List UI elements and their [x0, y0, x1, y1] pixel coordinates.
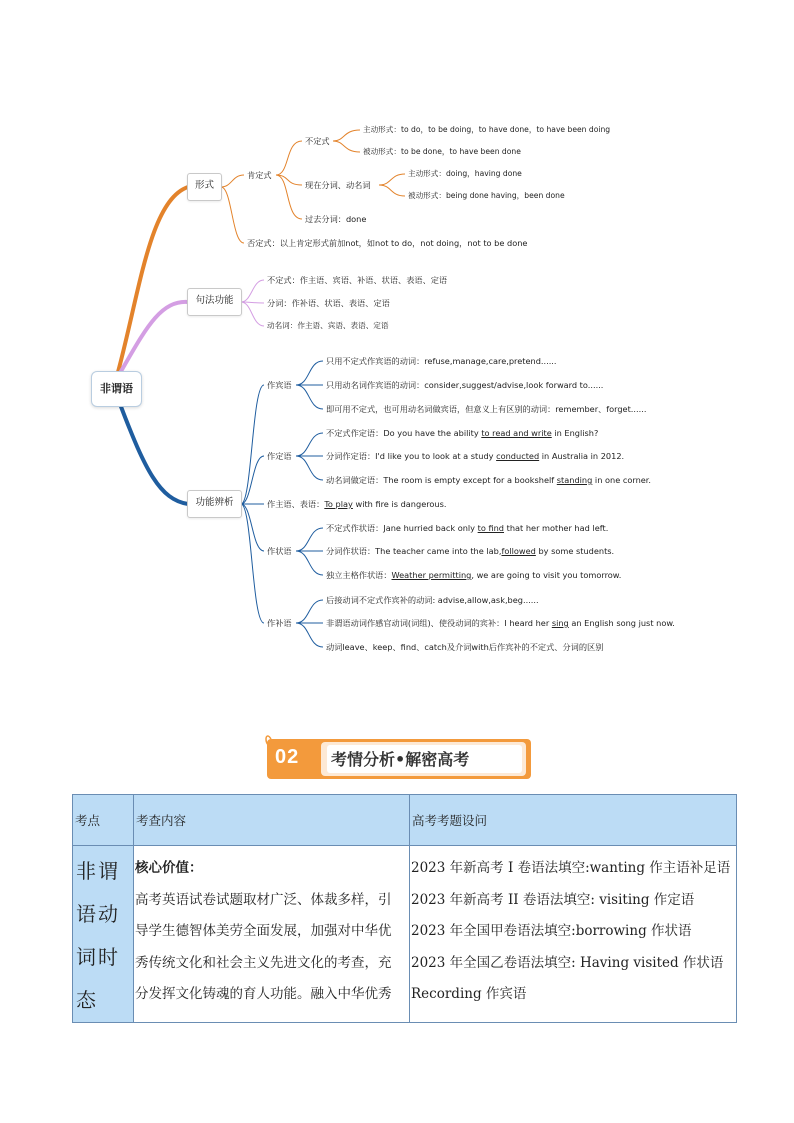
topic-cell: [73, 846, 134, 1023]
analysis-attributive-label: 作定语: [267, 451, 292, 461]
analysis-subject: 作主语、表语：To play with fire is dangerous.: [267, 499, 447, 509]
branch-form: 形式: [187, 173, 222, 201]
form-affirmative: 肯定式: [247, 170, 272, 180]
form-inf-active: 主动形式：to do，to be doing，to have done，to have been doing: [363, 125, 611, 134]
questions-cell: [410, 846, 737, 1023]
topic-line: 词时: [76, 945, 120, 969]
form-negative: 否定式：以上肯定形式前加not，如not to do，not doing，not to be done: [247, 238, 528, 248]
syntax-gerund: 动名词：作主语、宾语、表语、定语: [267, 321, 389, 330]
branch-form-line: [118, 187, 188, 372]
analysis-attributive-l2: 分词作定语：I'd like you to look at a study conducted in Australia in 2012.: [326, 451, 625, 461]
analysis-attributive-l1: 不定式作定语：Do you have the ability to read and write in English?: [326, 428, 599, 438]
question-line: 2023 年全国甲卷语法填空:borrowing 作状语: [411, 923, 692, 939]
section-banner: [265, 733, 533, 781]
topic-line: 非谓: [76, 859, 120, 883]
branch-analysis: 功能辨析: [187, 490, 242, 518]
syntax-infinitive: 不定式：作主语、宾语、补语、状语、表语、定语: [267, 275, 448, 285]
analysis-adverbial-label: 作状语: [267, 546, 292, 556]
header-content: 考查内容: [134, 795, 410, 846]
syntax-subbranch-lines: [241, 280, 264, 326]
form-past-participle: 过去分词：done: [305, 214, 367, 224]
branch-syntax-line: [120, 302, 188, 373]
question-line: 2023 年新高考 II 卷语法填空: visiting 作定语: [411, 891, 695, 908]
analysis-adverbial-l2: 分词作状语：The teacher came into the lab,followed by some students.: [326, 546, 615, 556]
analysis-object-l3: 即可用不定式，也可用动名词做宾语，但意义上有区别的动词：remember、forget......: [326, 404, 647, 414]
content-line: 分发挥文化铸魂的育人功能。融入中华优秀: [135, 986, 392, 1002]
analysis-object-label: 作宾语: [267, 380, 292, 390]
topic-line: 语动: [76, 902, 120, 926]
mind-map-root: 非谓语: [91, 371, 142, 407]
form-participle-gerund: 现在分词、动名词: [305, 180, 371, 190]
header-questions: 高考考题设问: [410, 795, 737, 846]
form-pg-active: 主动形式：doing，having done: [408, 169, 522, 178]
branch-syntax: 句法功能: [187, 288, 242, 316]
analysis-object-l2: 只用动名词作宾语的动词：consider,suggest/advise,look forward to......: [326, 380, 604, 390]
banner-number: 02: [275, 746, 300, 768]
header-topic: 考点: [73, 795, 134, 846]
topic-line: 态: [76, 988, 98, 1012]
form-inf-passive: 被动形式：to be done，to have been done: [363, 147, 521, 156]
analysis-attributive-l3: 动名词做定语：The room is empty except for a bookshelf standing in one corner.: [326, 475, 652, 485]
table-row: [73, 846, 737, 1023]
analysis-complement-l1: 后接动词不定式作宾补的动词: advise,allow,ask,beg......: [326, 595, 539, 605]
analysis-complement-l3: 动词leave、keep、find、catch及介词with后作宾补的不定式、分词的区别: [326, 642, 604, 652]
analysis-adverbial-l3: 独立主格作状语：Weather permitting, we are going to visit you tomorrow.: [326, 570, 622, 580]
analysis-adverbial-l1: 不定式作状语：Jane hurried back only to find that her mother had left.: [326, 523, 609, 533]
table-header-row: [73, 795, 737, 846]
content-line: 导学生德智体美劳全面发展，加强对中华优: [135, 923, 392, 939]
form-infinitive: 不定式: [305, 136, 330, 146]
form-pg-passive: 被动形式：being done having，been done: [408, 191, 565, 200]
content-line: 核心价值：: [135, 860, 203, 876]
content-line: 高考英语试卷试题取材广泛、体裁多样，引: [135, 891, 392, 908]
analysis-complement-l2: 非谓语动词作感官动词(词组)、使役动词的宾补：I heard her sing an English song just now.: [326, 618, 675, 628]
exam-analysis-table: [72, 794, 737, 1023]
analysis-object-l1: 只用不定式作宾语的动词：refuse,manage,care,pretend......: [326, 356, 557, 366]
content-cell: [134, 846, 410, 1023]
question-line: Recording 作宾语: [411, 986, 527, 1002]
question-line: 2023 年新高考 I 卷语法填空:wanting 作主语补足语: [411, 860, 731, 876]
analysis-complement-label: 作补语: [267, 618, 292, 628]
content-line: 秀传统文化和社会主义先进文化的考查，充: [135, 954, 392, 971]
syntax-participle: 分词：作补语、状语、表语、定语: [267, 298, 390, 308]
banner-title: 考情分析•解密高考: [331, 750, 470, 769]
question-line: 2023 年全国乙卷语法填空: Having visited 作状语: [411, 954, 724, 971]
branch-analysis-line: [120, 404, 188, 504]
